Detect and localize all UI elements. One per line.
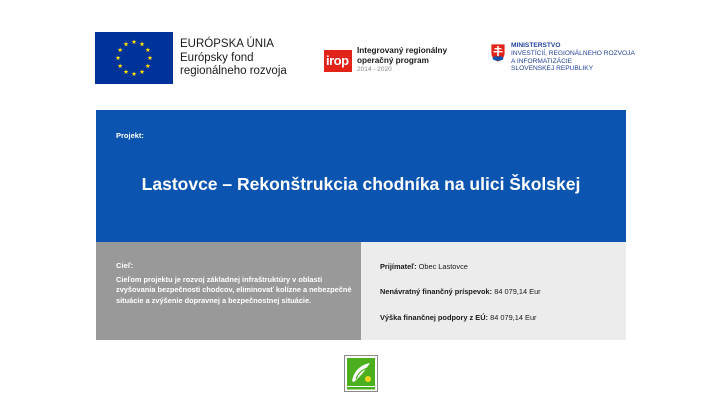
eu-star-icon — [124, 42, 129, 47]
eu-star-icon — [124, 69, 129, 74]
eu-star-icon — [145, 47, 150, 52]
eu-logo-text — [180, 38, 287, 79]
grant-row — [380, 287, 541, 296]
project-label: Projekt: — [116, 131, 144, 140]
goal-heading: Cieľ: — [116, 261, 134, 270]
irop-line-2: operačný program — [357, 55, 429, 65]
irop-logo-icon — [324, 50, 352, 72]
project-banner — [96, 110, 626, 242]
eu-star-icon — [132, 71, 137, 76]
goal-panel — [96, 242, 361, 340]
eu-line-1: EURÓPSKA ÚNIA — [180, 38, 274, 50]
ministry-line-1: MINISTERSTVO — [511, 42, 561, 49]
ministry-line-2: INVESTÍCIÍ, REGIONÁLNEHO ROZVOJA — [511, 49, 635, 57]
eu-star-icon — [145, 63, 150, 68]
ministry-line-4: SLOVENSKEJ REPUBLIKY — [511, 65, 594, 73]
project-title: Lastovce – Rekonštrukcia chodníka na ulici Školskej — [141, 174, 581, 194]
grant-label: Nenávratný finančný príspevok: — [380, 287, 493, 296]
recipient-row — [380, 262, 468, 271]
eu-star-icon — [116, 55, 121, 60]
eu-star-icon — [118, 47, 123, 52]
eu-star-icon — [140, 69, 145, 74]
slovak-crest-icon — [490, 43, 506, 63]
eu-star-icon — [140, 42, 145, 47]
irop-years: 2014 - 2020 — [357, 66, 392, 73]
eu-support-value: 84 079,14 Eur — [490, 313, 537, 322]
recipient-label: Prijímateľ: — [380, 262, 417, 271]
eu-star-icon — [118, 63, 123, 68]
recipient-value: Obec Lastovce — [418, 262, 468, 271]
eu-flag-icon — [95, 32, 173, 84]
eu-star-icon — [132, 39, 137, 44]
eu-support-label: Výška finančnej podpory z EÚ: — [380, 313, 489, 322]
leader-logo-icon — [344, 355, 378, 392]
eu-star-icon — [148, 55, 153, 60]
info-panel — [361, 242, 626, 340]
eu-support-row — [380, 313, 537, 322]
eu-line-2: Európsky fond — [180, 51, 254, 64]
goal-text: Cieľom projektu je rozvoj základnej infraštruktúry v oblasti zvyšovania bezpečnosti chodcov, eliminovať kolízne a nebezpečné situácie a zvýšenie dopravnej a bezpečnostnej situácie. — [116, 275, 352, 305]
ministry-logo-text — [511, 42, 635, 73]
irop-badge-text: irop — [326, 53, 349, 68]
grant-value: 84 079,14 Eur — [494, 287, 541, 296]
irop-logo-text — [357, 46, 447, 75]
eu-line-3: regionálneho rozvoja — [180, 65, 287, 77]
ministry-line-3: A INFORMATIZÁCIE — [511, 57, 573, 65]
irop-line-1: Integrovaný regionálny — [357, 46, 448, 55]
